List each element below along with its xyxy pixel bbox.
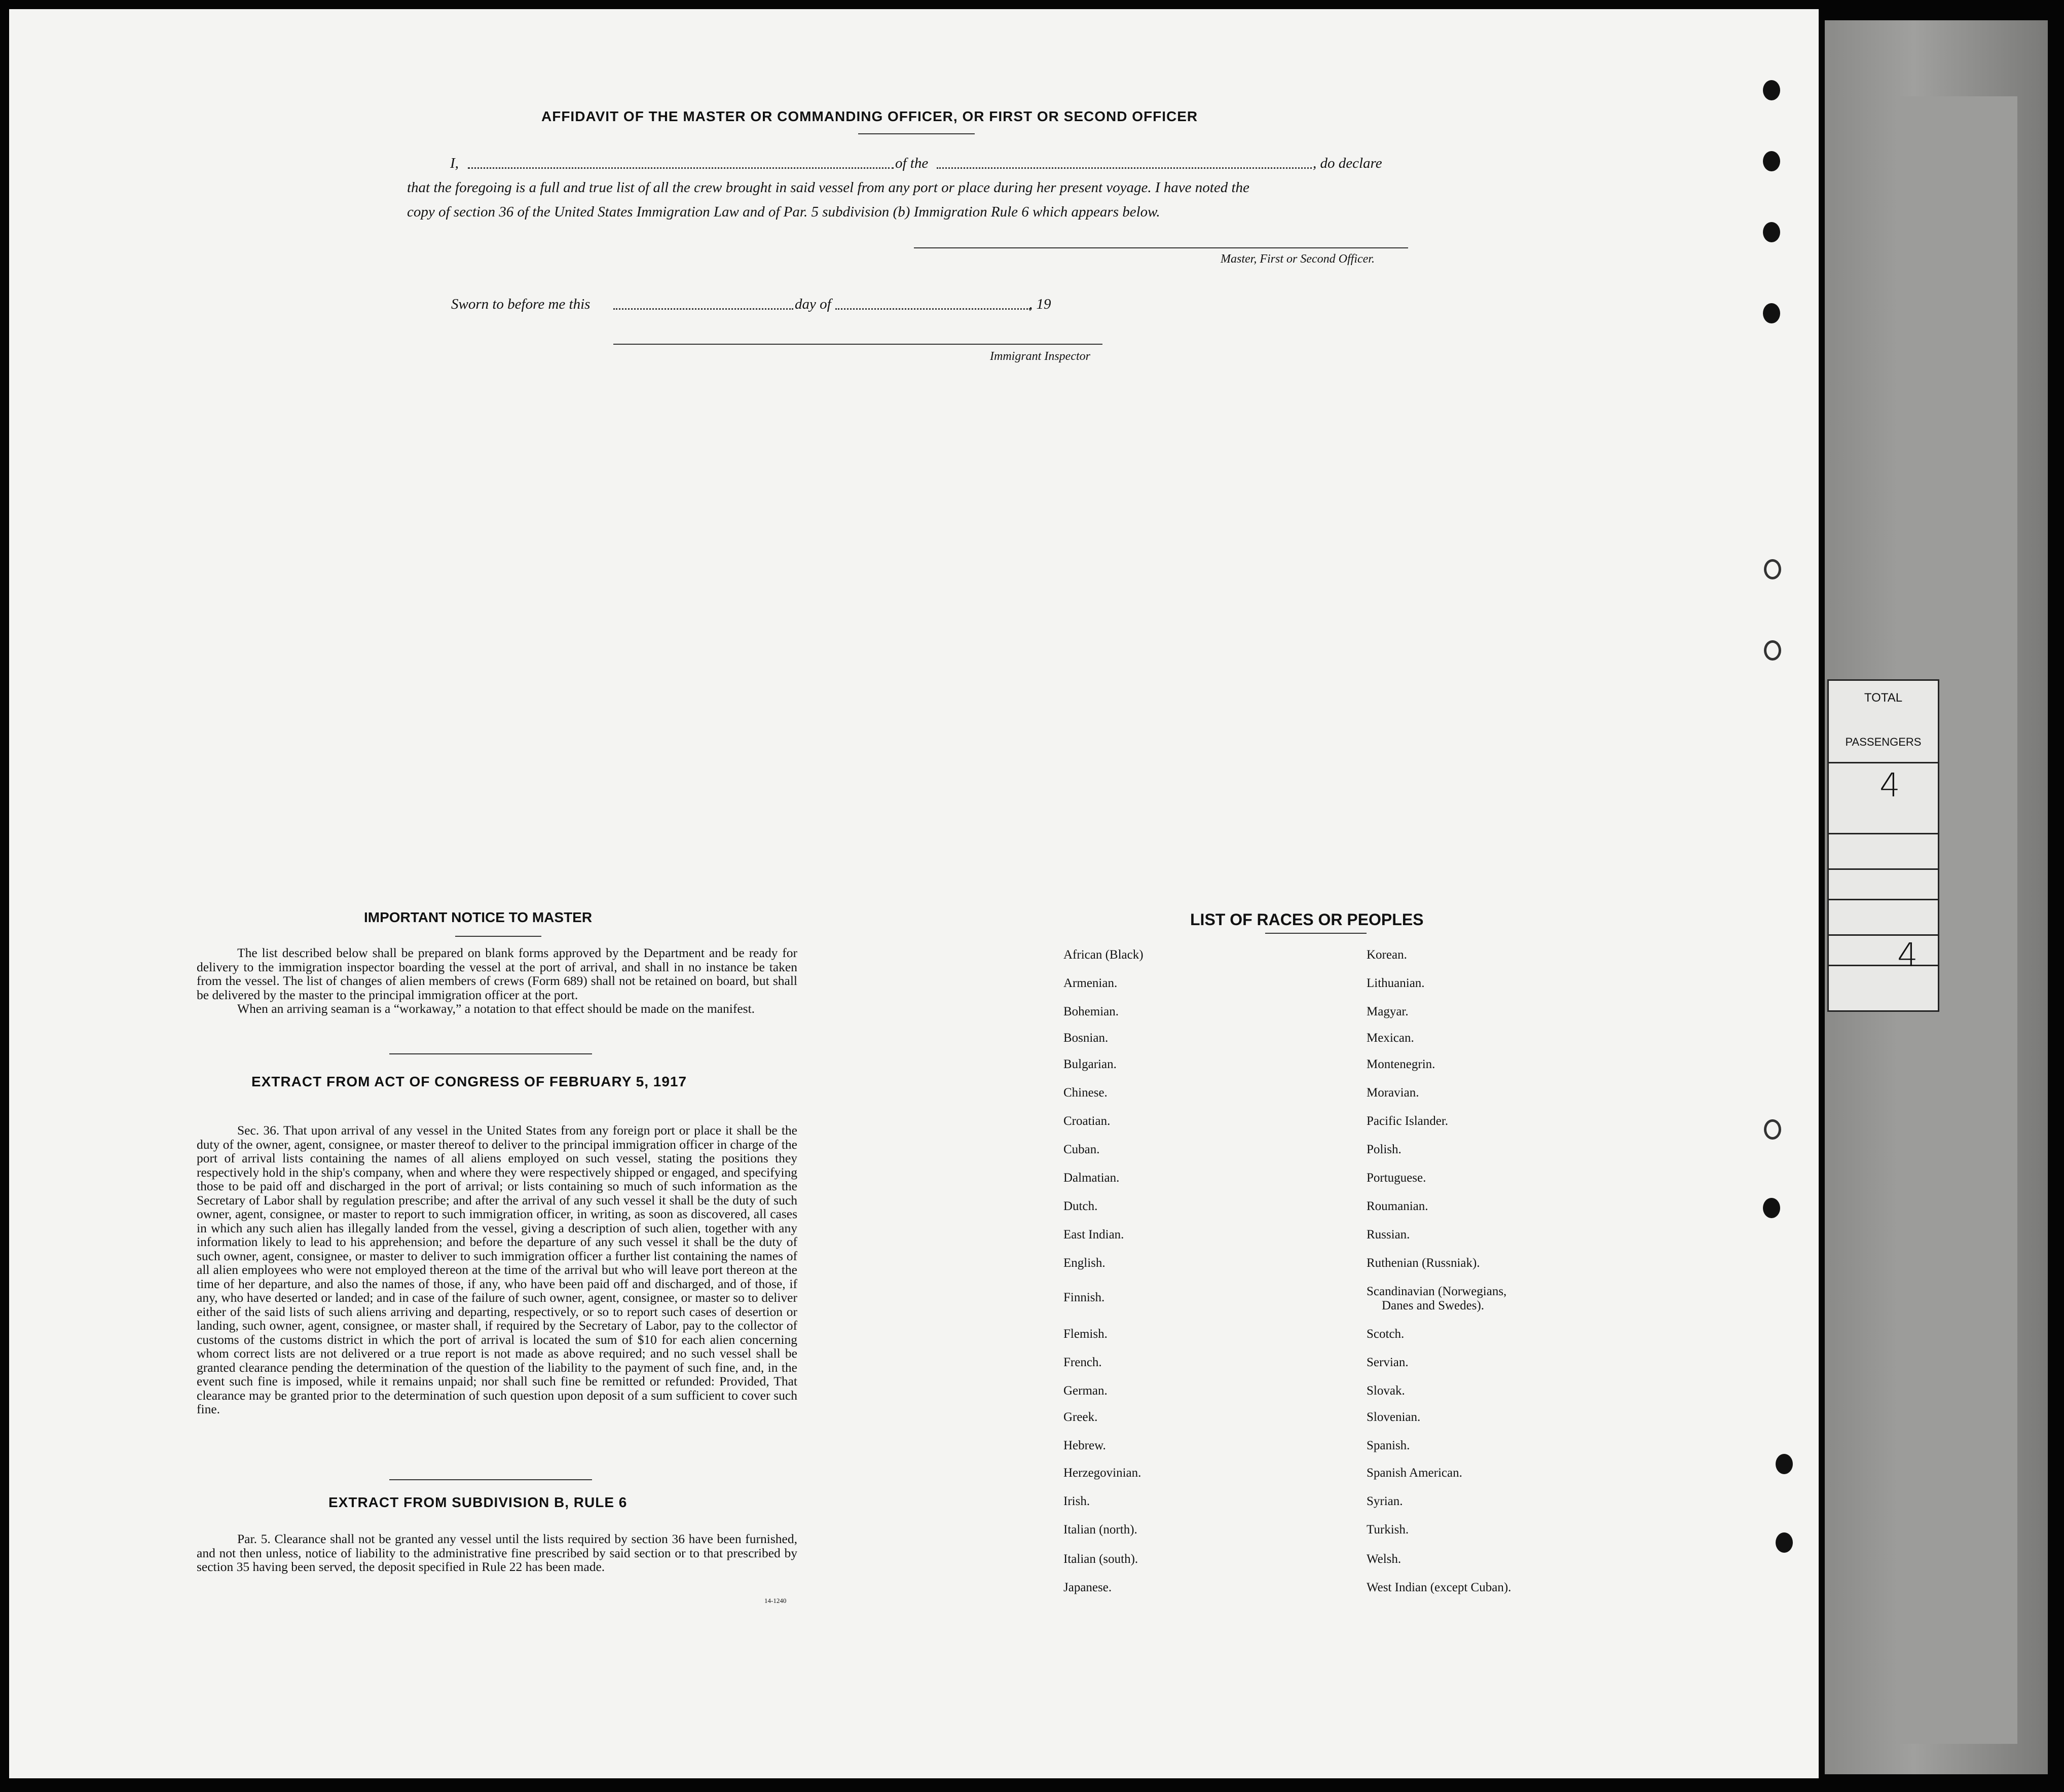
race-item: African (Black) xyxy=(1063,948,1144,962)
race-item: Armenian. xyxy=(1063,976,1118,990)
punch-hole xyxy=(1776,1532,1793,1553)
total-passengers-table xyxy=(1827,679,1939,1012)
race-item: Spanish American. xyxy=(1367,1466,1462,1480)
punch-hole xyxy=(1763,303,1780,323)
race-item: Portuguese. xyxy=(1367,1171,1426,1185)
punch-hole xyxy=(1763,151,1780,171)
sworn-label: Sworn to before me this xyxy=(451,296,591,312)
race-item: English. xyxy=(1063,1256,1105,1270)
year-label: , 19 xyxy=(1029,296,1051,312)
affidavit-title: AFFIDAVIT OF THE MASTER OR COMMANDING OFFICER, OR FIRST OR SECOND OFFICER xyxy=(541,108,1198,124)
day-of-label: day of xyxy=(795,296,831,312)
punch-hole xyxy=(1764,1119,1781,1140)
race-item: Mexican. xyxy=(1367,1031,1414,1045)
race-item: Lithuanian. xyxy=(1367,976,1425,990)
total-value-1: 4 xyxy=(1879,767,1900,804)
act-extract-body: Sec. 36. That upon arrival of any vessel in the United States from any foreign port or place it shall be the duty of the owner, agent, consignee, or master thereof to deliver to the principal immigration officer in charge of the port of arrival lists containing the names of all aliens employed on such vessel, stating the positions they respectively hold in the ship's company, when and where they were respectively shipped or engaged, and specifying those to be paid off and discharged in the port of arrival; or lists containing so much of such information as the Secretary of Labor shall by regulation prescribe; and after the arrival of any such vessel it shall be the duty of such owner, agent, consignee, or master to report to such immigration officer, in writing, as soon as discovered, all cases in which any such alien has illegally landed from the vessel, giving a description of such alien, together with any information likely to lead to his apprehension; and before the departure of any such vessel it shall be the duty of such owner, agent, consignee, or master to deliver to such immigration officer a further list containing the names of all alien employees who were not employed thereon at the time of the arrival but who will leave port thereon at the time of her departure, and also the names of those, if any, who have been paid off and discharged, and of those, if any, who have deserted or landed; and in case of the failure of such owner, agent, consignee, or master so to deliver either of the said lists of such aliens arriving and departing, respectively, or so to report such cases of desertion or landing, such owner, agent, consignee, or master shall, if required by the Secretary of Labor, pay to the collector of customs of the customs district in which the port of arrival is located the sum of $10 for each alien concerning whom correct lists are not delivered or a true report is not made as above required; and no such vessel shall be granted clearance pending the determination of the question of the liability to the payment of such fine, and, in the event such fine is imposed, while it remains unpaid; nor shall such fine be remitted or refunded: Provided, That clearance may be granted prior to the determination of such question upon deposit of a sum sufficient to cover such fine. xyxy=(197,1123,797,1416)
race-item: Hebrew. xyxy=(1063,1439,1106,1452)
punch-hole xyxy=(1776,1454,1793,1474)
race-item: Italian (south). xyxy=(1063,1552,1138,1566)
punch-hole xyxy=(1763,80,1780,100)
race-item: Russian. xyxy=(1367,1228,1410,1241)
race-item: Servian. xyxy=(1367,1356,1409,1369)
affidavit-line-3: copy of section 36 of the United States Immigration Law and of Par. 5 subdivision (b) Immigration Rule 6 which appears below. xyxy=(407,204,1160,220)
race-item: Herzegovinian. xyxy=(1063,1466,1141,1480)
race-item: Italian (north). xyxy=(1063,1523,1137,1537)
race-item: Slovenian. xyxy=(1367,1410,1421,1424)
total-value-2: 4 xyxy=(1897,937,1918,974)
race-item: West Indian (except Cuban). xyxy=(1367,1581,1512,1594)
race-item: Flemish. xyxy=(1063,1327,1108,1341)
race-item: Bohemian. xyxy=(1063,1005,1119,1018)
race-item: Magyar. xyxy=(1367,1005,1409,1018)
notice-paragraph-1: The list described below shall be prepared on blank forms approved by the Department and be ready for delivery to the immigration inspector boarding the vessel at the port of arrival, and shall in no instance be taken from the vessel. The list of changes of alien members of crews (Form 689) shall not be retained on board, but shall be delivered by the master to the principal immigration officer at the port. xyxy=(197,945,797,1002)
race-item: Ruthenian (Russniak). xyxy=(1367,1256,1480,1270)
punch-hole xyxy=(1764,559,1781,579)
notice-body xyxy=(197,946,797,1016)
race-item: Roumanian. xyxy=(1367,1199,1428,1213)
race-item: Greek. xyxy=(1063,1410,1098,1424)
race-item: Pacific Islander. xyxy=(1367,1114,1449,1128)
race-item: Bulgarian. xyxy=(1063,1057,1117,1071)
race-item: East Indian. xyxy=(1063,1228,1124,1241)
race-item: Dutch. xyxy=(1063,1199,1098,1213)
rule-extract-title: EXTRACT FROM SUBDIVISION B, RULE 6 xyxy=(328,1494,628,1510)
race-item: Slovak. xyxy=(1367,1384,1405,1398)
races-title: LIST OF RACES OR PEOPLES xyxy=(1190,910,1424,929)
inspector-label: Immigrant Inspector xyxy=(990,350,1090,363)
notice-title: IMPORTANT NOTICE TO MASTER xyxy=(364,909,593,925)
master-signature-label: Master, First or Second Officer. xyxy=(1221,252,1375,266)
affidavit-do-declare: , do declare xyxy=(1313,155,1382,171)
punch-hole xyxy=(1764,640,1781,661)
race-item: Croatian. xyxy=(1063,1114,1111,1128)
race-item: Irish. xyxy=(1063,1494,1090,1508)
race-item: Bosnian. xyxy=(1063,1031,1109,1045)
race-item: Chinese. xyxy=(1063,1086,1108,1100)
race-item: Japanese. xyxy=(1063,1581,1112,1594)
affidavit-of-the-label: of the xyxy=(895,155,929,171)
race-item: Danes and Swedes). xyxy=(1382,1299,1485,1312)
race-item: Scandinavian (Norwegians, xyxy=(1367,1285,1507,1298)
affidavit-i-label: I, xyxy=(450,155,459,171)
form-page xyxy=(9,9,1819,1778)
race-item: German. xyxy=(1063,1384,1108,1398)
passengers-header: PASSENGERS xyxy=(1845,736,1922,748)
race-item: Cuban. xyxy=(1063,1143,1100,1156)
punch-hole xyxy=(1763,222,1780,242)
race-item: Moravian. xyxy=(1367,1086,1419,1100)
race-item: Polish. xyxy=(1367,1143,1402,1156)
act-extract-title: EXTRACT FROM ACT OF CONGRESS OF FEBRUARY 5, 1917 xyxy=(251,1074,687,1089)
notice-paragraph-2: When an arriving seaman is a “workaway,” a notation to that effect should be made on the manifest. xyxy=(237,1001,755,1016)
race-item: Welsh. xyxy=(1367,1552,1402,1566)
race-item: Dalmatian. xyxy=(1063,1171,1120,1185)
form-number: 14-1240 xyxy=(764,1597,787,1604)
race-item: Montenegrin. xyxy=(1367,1057,1435,1071)
race-item: Finnish. xyxy=(1063,1291,1105,1304)
race-item: Korean. xyxy=(1367,948,1407,962)
race-item: Spanish. xyxy=(1367,1439,1410,1452)
affidavit-line-2: that the foregoing is a full and true list of all the crew brought in said vessel from any port or place during her present voyage. I have noted the xyxy=(407,179,1249,196)
punch-hole xyxy=(1763,1198,1780,1218)
race-item: French. xyxy=(1063,1356,1102,1369)
race-item: Turkish. xyxy=(1367,1523,1409,1537)
total-header: TOTAL xyxy=(1864,691,1903,705)
rule-extract-body: Par. 5. Clearance shall not be granted any vessel until the lists required by section 36 have been furnished, and not then unless, notice of liability to the administrative fine prescribed by said section or to that prescribed by section 35 having been served, the deposit specified in Rule 22 has been made. xyxy=(197,1531,797,1574)
race-item: Scotch. xyxy=(1367,1327,1405,1341)
race-item: Syrian. xyxy=(1367,1494,1403,1508)
